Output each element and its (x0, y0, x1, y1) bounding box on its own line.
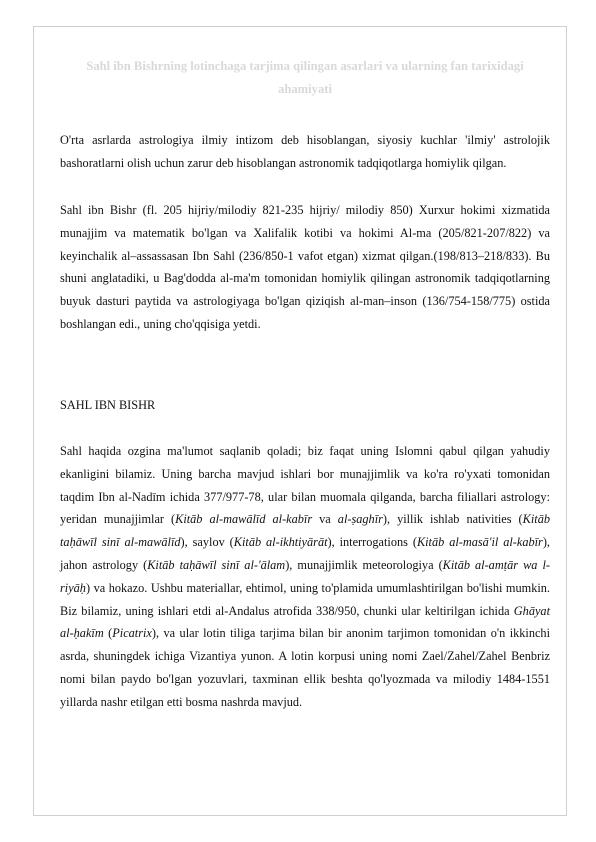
text-segment: ), va ular lotin tiliga tarjima bilan bir anonim tarjimon tomonidan o'n ikkinchi asrda, shuningdek ichiga Vizantiya yunon. A lotin korpusi uning nomi Zael/Zahel/Zahel Benbriz nomi bilan paydo bo'lgan yozuvlari, taxminan ellik beshta qo'lyozmada va milodiy 1484-1551 yillarda nashr etilgan etti bosma nashrda mavjud. (60, 626, 550, 709)
text-segment: ), jahon astrology ( (60, 535, 550, 572)
work-title: Kitāb al-mawālīd al-kabīr (175, 512, 313, 527)
document-title: Sahl ibn Bishrning lotinchaga tarjima qilingan asarlari va ularning fan tarixidagi ahamiyati (86, 59, 524, 96)
text-segment: ) va hokazo. Ushbu materiallar, ehtimol, uning to'plamida umumlashtirilgan bo'lishi mumkin. Biz bilamiz, uning ishlari etdi al-Andalus atrofida 338/950, chunki ular keltirilgan ichida (60, 580, 550, 618)
work-title: Kitāb al-masā'il al-kabīr (416, 535, 543, 550)
text-segment: ), munajjimlik meteorologiya ( (285, 557, 443, 572)
work-title: Ghāyat al-ḥakīm (60, 603, 550, 641)
text-segment: ), yillik ishlab nativities ( (382, 512, 523, 527)
text-segment: va (312, 512, 338, 527)
intro-paragraph-text: O'rta asrlarda astrologiya ilmiy intizom deb hisoblangan, siyosiy kuchlar 'ilmiy' astrolojik bashoratlarni olish uchun zarur deb hisoblangan astronomik tadqiqotlarga homiylik qilgan. (60, 133, 550, 170)
section-heading: SAHL IBN BISHR (60, 398, 156, 412)
works-paragraph-text (60, 440, 550, 714)
work-title: Kitāb taḥāwīl sinī al-'ālam (147, 557, 286, 572)
work-title: Kitāb al-amṭār wa l-riyāḥ (60, 557, 550, 595)
text-segment: ), interrogations ( (327, 535, 417, 550)
work-title: Kitāb al-ikhtiyārāt (233, 535, 328, 550)
text-segment: Sahl haqida ozgina ma'lumot saqlanib qoladi; biz faqat uning Islomni qabul qilgan yahudiy ekanligini bilamiz. Uning barcha mavjud ishlari bor munajjimlik va ko'ra ro'yxati tomonidan taqdim Ibn al-Nadīm ichida 377/977-78, ular bilan muomala qilganda, barcha filiallari astrology: yeridan munajjimlar ( (60, 444, 550, 527)
biography-paragraph (60, 199, 550, 336)
work-title: al-ṣaghīr (337, 512, 383, 527)
work-title: Kitāb taḥāwīl sinī al-mawālīd (60, 512, 550, 550)
text-segment: ), saylov ( (180, 535, 234, 550)
intro-paragraph (60, 129, 550, 175)
work-title: Picatrix (112, 626, 152, 641)
biography-paragraph-text: Sahl ibn Bishr (fl. 205 hijriy/milodiy 821-235 hijriy/ milodiy 850) Xurxur hokimi xizmatida munajjim va matematik bo'lgan va Xalifalik kotibi va hokimi Al-ma (205/821-207/822) va keyinchalik al–assassasan Ibn Sahl (236/850-1 vafot etgan) xizmat qilgan.(198/813–218/833). Bu shuni anglatadiki, u Bag'dodda al-ma'm tomonidan homiylik qilingan astronomik tadqiqotlarning buyuk dasturi paytida va astrologiyaga bo'lgan qiziqish al-man–inson (136/754-158/775) ostida boshlangan edi., uning cho'qqisiga yetdi. (60, 203, 550, 331)
works-paragraph (60, 440, 550, 714)
text-segment: ( (103, 626, 113, 641)
